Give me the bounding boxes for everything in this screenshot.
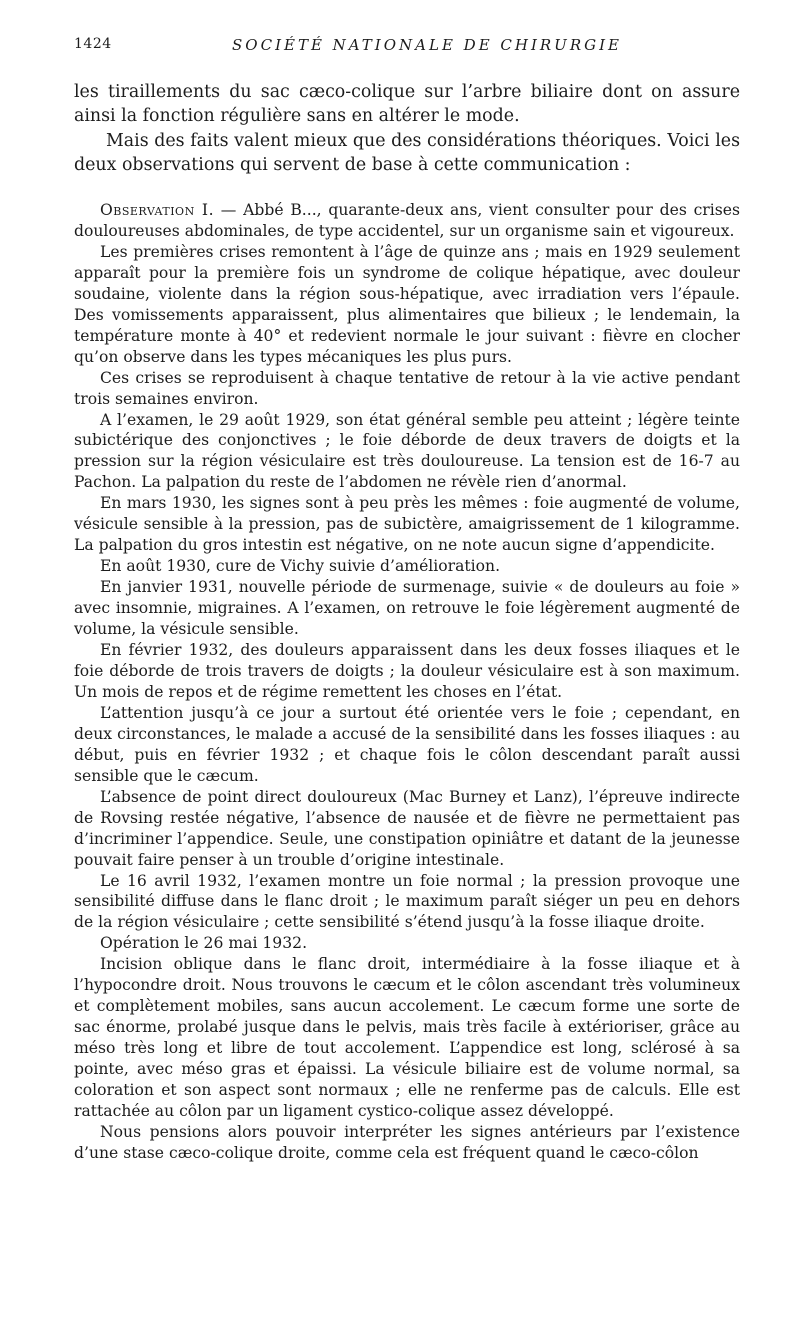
paragraph: Les premières crises remontent à l’âge de quinze ans ; mais en 1929 seulement apparaît pour la première fois un syndrome de colique hépatique, avec douleur soudaine, violente dans la région sous-hépatique, avec irradiation vers l’épaule. Des vomissements apparaissent, plus alimentaires que bilieux ; le lendemain, la température monte à 40° et redevient normale le jour suivant : fièvre en clocher qu’on observe dans les types mécaniques les plus purs. <box>74 242 740 366</box>
paragraph: En février 1932, des douleurs apparaissent dans les deux fosses iliaques et le foie déborde de trois travers de doigts ; la douleur vésiculaire est à son maximum. Un mois de repos et de régime remettent les choses en l’état. <box>74 641 740 701</box>
observation-label: Observation I. <box>100 201 215 219</box>
paragraph: L’attention jusqu’à ce jour a surtout été orientée vers le foie ; cependant, en deux circonstances, le malade a accusé de la sensibilité dans les fosses iliaques : au début, puis en février 1932 ; et chaque fois le côlon descendant paraît aussi sensible que le cæcum. <box>74 703 740 785</box>
paragraph: Incision oblique dans le flanc droit, intermédiaire à la fosse iliaque et à l’hypocondre droit. Nous trouvons le cæcum et le côlon ascendant très volumineux et complètement mobiles, sans aucun accolement. Le cæcum forme une sorte de sac énorme, prolabé jusque dans le pelvis, mais très facile à extérioriser, grâce au méso très long et libre de tout accolement. L’appendice est long, sclérosé à sa pointe, avec méso gras et épaissi. La vésicule biliaire est de volume normal, sa coloration et son aspect sont normaux ; elle ne renferme pas de calculs. Elle est rattachée au côlon par un ligament cystico-colique assez développé. <box>74 955 740 1120</box>
paragraph: A l’examen, le 29 août 1929, son état général semble peu atteint ; légère teinte subictérique des conjonctives ; le foie déborde de deux travers de doigts et la pression sur la région vésiculaire est très douloureuse. La tension est de 16-7 au Pachon. La palpation du reste de l’abdomen ne révèle rien d’anormal. <box>74 410 740 492</box>
paragraph: Mais des faits valent mieux que des considérations théoriques. Voici les deux observations qui servent de base à cette communication : <box>74 130 740 175</box>
paragraph <box>74 200 740 242</box>
paragraph: Le 16 avril 1932, l’examen montre un foie normal ; la pression provoque une sensibilité diffuse dans le flanc droit ; le maximum paraît siéger un peu en dehors de la région vésiculaire ; cette sensibilité s’étend jusqu’à la fosse iliaque droite. <box>74 871 740 932</box>
paragraph: les tiraillements du sac cæco-colique sur l’arbre biliaire dont on assure ainsi la fonction régulière sans en altérer le mode. <box>74 82 740 127</box>
observation-text: — Abbé B..., quarante-deux ans, vient consulter pour des crises douloureuses abdominales, de type accidentel, sur un organisme sain et vigoureux. <box>74 201 740 240</box>
paragraph: L’absence de point direct douloureux (Mac Burney et Lanz), l’épreuve indirecte de Rovsing restée négative, l’absence de nausée et de fièvre ne permettaient pas d’incriminer l’appendice. Seule, une constipation opiniâtre et datant de la jeunesse pouvait faire penser à un trouble d’origine intestinale. <box>74 787 740 869</box>
observation-section <box>74 200 740 1164</box>
paragraph: Opération le 26 mai 1932. <box>100 934 308 953</box>
paragraph: Nous pensions alors pouvoir interpréter les signes antérieurs par l’existence d’une stase cæco-colique droite, comme cela est fréquent quand le cæco-côlon <box>74 1122 740 1162</box>
intro-text <box>74 80 740 177</box>
page-number: 1424 <box>74 36 112 52</box>
paragraph: En août 1930, cure de Vichy suivie d’amélioration. <box>100 557 501 576</box>
paragraph: En mars 1930, les signes sont à peu près les mêmes : foie augmenté de volume, vésicule sensible à la pression, pas de subictère, amaigrissement de 1 kilogramme. La palpation du gros intestin est négative, on ne note aucun signe d’appendicite. <box>74 494 740 555</box>
paragraph: Ces crises se reproduisent à chaque tentative de retour à la vie active pendant trois semaines environ. <box>74 368 740 408</box>
running-head: SOCIÉTÉ NATIONALE DE CHIRURGIE <box>232 36 622 54</box>
paragraph: En janvier 1931, nouvelle période de surmenage, suivie « de douleurs au foie » avec insomnie, migraines. A l’examen, on retrouve le foie légèrement augmenté de volume, la vésicule sensible. <box>74 578 740 639</box>
page-header <box>74 36 740 58</box>
